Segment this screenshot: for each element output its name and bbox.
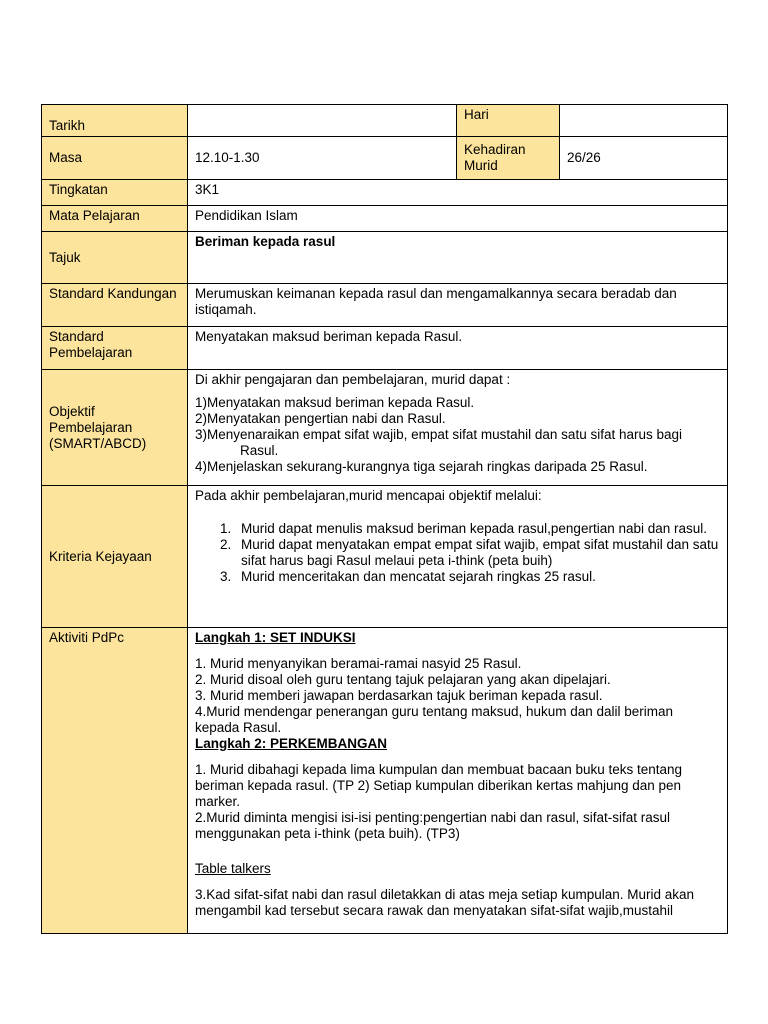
langkah1-item: 1. Murid menyanyikan beramai-ramai nasyid 25 Rasul. <box>195 656 522 671</box>
objektif-item: 3)Menyenaraikan empat sifat wajib, empat sifat mustahil dan satu sifat harus bagi <box>195 427 683 442</box>
objektif-item: 4)Menjelaskan sekurang-kurangnya tiga sejarah ringkas daripada 25 Rasul. <box>195 459 648 474</box>
value-mata-pelajaran: Pendidikan Islam <box>188 206 728 232</box>
value-masa: 12.10-1.30 <box>188 137 457 180</box>
value-kriteria <box>188 486 728 628</box>
row-masa <box>42 137 728 180</box>
kriteria-item: 1. Murid dapat menulis maksud beriman kepada rasul,pengertian nabi dan rasul. <box>235 521 721 537</box>
langkah2-item: 3.Kad sifat-sifat nabi dan rasul diletakkan di atas meja setiap kumpulan. Murid akan mengambil kad tersebut secara rawak dan menyatakan sifat-sifat wajib,mustahil <box>195 887 695 918</box>
kriteria-list <box>195 521 721 585</box>
value-hari <box>560 105 728 137</box>
value-tarikh <box>188 105 457 137</box>
row-aktiviti <box>42 628 728 934</box>
label-standard-pembelajaran: Standard Pembelajaran <box>42 327 188 370</box>
label-tajuk: Tajuk <box>42 232 188 284</box>
row-mata-pelajaran <box>42 206 728 232</box>
kriteria-item: 3. Murid menceritakan dan mencatat sejarah ringkas 25 rasul. <box>235 569 721 585</box>
langkah1-item: 4.Murid mendengar penerangan guru tentang maksud, hukum dan dalil beriman kepada Rasul. <box>195 704 674 735</box>
langkah1-item: 3. Murid memberi jawapan berdasarkan tajuk beriman kepada rasul. <box>195 688 603 703</box>
row-tarikh <box>42 105 728 137</box>
label-standard-kandungan: Standard Kandungan <box>42 284 188 327</box>
label-kriteria: Kriteria Kejayaan <box>42 486 188 628</box>
value-objektif <box>188 370 728 486</box>
label-objektif: Objektif Pembelajaran (SMART/ABCD) <box>42 370 188 486</box>
label-tingkatan: Tingkatan <box>42 180 188 206</box>
row-standard-pembelajaran <box>42 327 728 370</box>
langkah2-title: Langkah 2: PERKEMBANGAN <box>195 736 388 751</box>
row-standard-kandungan <box>42 284 728 327</box>
row-kriteria <box>42 486 728 628</box>
langkah2-item: 1. Murid dibahagi kepada lima kumpulan dan membuat bacaan buku teks tentang beriman kepada rasul. (TP 2) Setiap kumpulan diberikan kertas mahjung dan pen marker. <box>195 762 683 809</box>
value-kehadiran: 26/26 <box>560 137 728 180</box>
row-objektif <box>42 370 728 486</box>
label-tarikh: Tarikh <box>42 105 188 137</box>
label-kehadiran: Kehadiran Murid <box>457 137 560 180</box>
langkah1-item: 2. Murid disoal oleh guru tentang tajuk pelajaran yang akan dipelajari. <box>195 672 611 687</box>
row-tajuk <box>42 232 728 284</box>
objektif-intro: Di akhir pengajaran dan pembelajaran, murid dapat : <box>195 372 511 387</box>
value-standard-pembelajaran: Menyatakan maksud beriman kepada Rasul. <box>188 327 728 370</box>
value-tingkatan: 3K1 <box>188 180 728 206</box>
row-tingkatan <box>42 180 728 206</box>
value-standard-kandungan: Merumuskan keimanan kepada rasul dan mengamalkannya secara beradab dan istiqamah. <box>188 284 728 327</box>
label-hari: Hari <box>457 105 560 137</box>
value-tajuk: Beriman kepada rasul <box>188 232 728 284</box>
langkah2-item: 2.Murid diminta mengisi isi-isi penting:pengertian nabi dan rasul, sifat-sifat rasul menggunakan peta i-think (peta buih). (TP3) <box>195 810 670 841</box>
lesson-plan-table <box>41 104 728 934</box>
value-aktiviti <box>188 628 728 934</box>
objektif-item-continued: Rasul. <box>240 443 279 458</box>
table-talkers-heading: Table talkers <box>195 861 271 876</box>
label-mata-pelajaran: Mata Pelajaran <box>42 206 188 232</box>
objektif-item: 2)Menyatakan pengertian nabi dan Rasul. <box>195 411 446 426</box>
kriteria-intro: Pada akhir pembelajaran,murid mencapai objektif melalui: <box>195 488 542 503</box>
langkah1-title: Langkah 1: SET INDUKSI <box>195 630 356 645</box>
objektif-item: 1)Menyatakan maksud beriman kepada Rasul. <box>195 395 475 410</box>
label-aktiviti: Aktiviti PdPc <box>42 628 188 934</box>
kriteria-item: 2. Murid dapat menyatakan empat empat sifat wajib, empat sifat mustahil dan satu sifat harus bagi Rasul melaui peta i-think (peta buih) <box>235 537 721 569</box>
label-masa: Masa <box>42 137 188 180</box>
